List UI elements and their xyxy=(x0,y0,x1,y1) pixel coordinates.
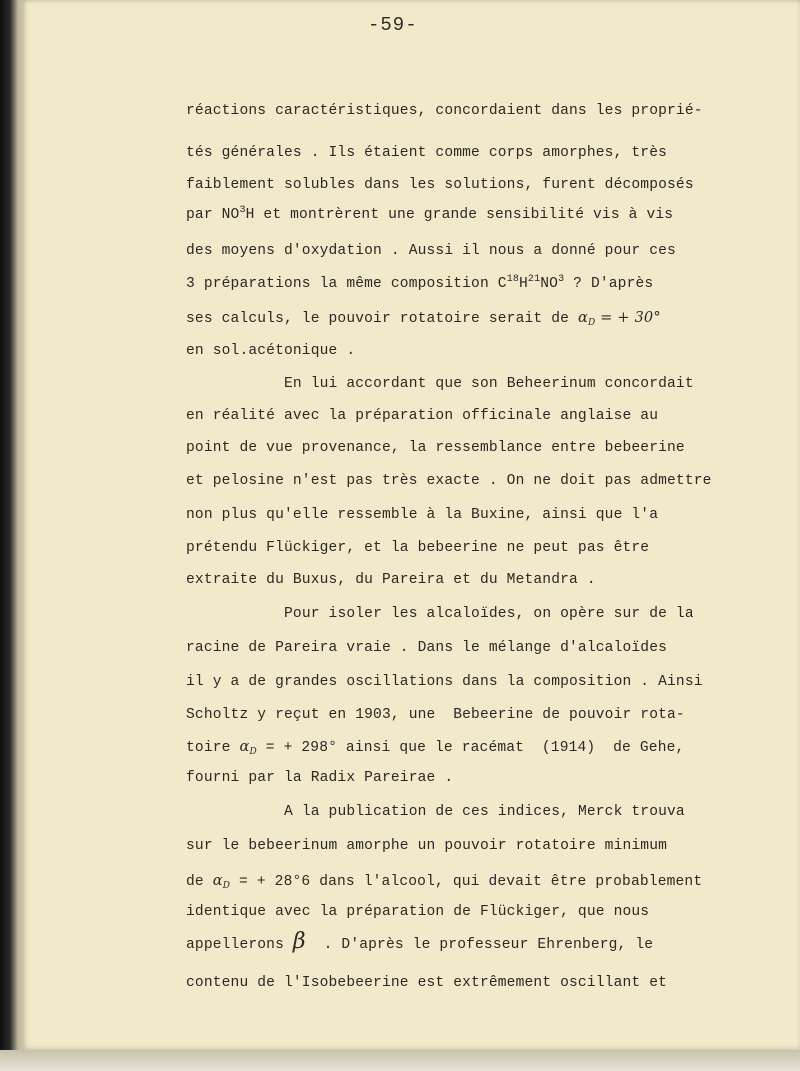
scan-bottom-margin xyxy=(0,1050,800,1071)
text-fragment: H xyxy=(519,276,528,292)
text-line xyxy=(186,276,653,292)
text-fragment: ? D'après xyxy=(564,276,654,292)
page-number: -59- xyxy=(368,14,418,36)
text-fragment: 3 préparations la même composition C xyxy=(186,276,507,292)
text-fragment: NO xyxy=(540,276,559,292)
handwritten-alpha: α xyxy=(239,738,250,755)
superscript: 21 xyxy=(527,274,541,285)
text-line xyxy=(186,309,661,328)
handwritten-subscript: D xyxy=(249,747,257,757)
text-line: sur le bebeerinum amorphe un pouvoir rotatoire minimum xyxy=(186,838,668,854)
text-fragment: = + 298° ainsi que le racémat (1914) de Gehe, xyxy=(256,740,685,756)
text-line xyxy=(186,207,673,223)
text-line: Pour isoler les alcaloïdes, on opère sur de la xyxy=(284,606,694,622)
handwritten-alpha: α xyxy=(212,872,223,889)
text-line: et pelosine n'est pas très exacte . On ne doit pas admettre xyxy=(186,473,712,489)
handwritten-value: = + 30° xyxy=(595,309,661,326)
text-line: tés générales . Ils étaient comme corps amorphes, très xyxy=(186,145,668,161)
text-line: réactions caractéristiques, concordaient dans les proprié- xyxy=(186,103,703,119)
handwritten-subscript: D xyxy=(222,881,231,891)
adjacent-page-edge xyxy=(0,0,24,1071)
text-line: Scholtz y reçut en 1903, une Bebeerine de pouvoir rota- xyxy=(186,707,685,723)
text-line: En lui accordant que son Beheerinum concordait xyxy=(284,376,694,392)
text-line: des moyens d'oxydation . Aussi il nous a donné pour ces xyxy=(186,243,676,259)
text-line xyxy=(186,872,702,891)
text-fragment: par NO xyxy=(186,207,240,223)
text-fragment: appellerons xyxy=(186,937,293,953)
handwritten-beta: β xyxy=(292,929,306,954)
superscript: 18 xyxy=(506,274,519,285)
text-fragment: . D'après le professeur Ehrenberg, le xyxy=(305,937,654,953)
text-line: en réalité avec la préparation officinale anglaise au xyxy=(186,408,659,424)
text-line: contenu de l'Isobebeerine est extrêmement oscillant et xyxy=(186,975,668,991)
text-line: en sol.acétonique . xyxy=(186,343,356,359)
text-line xyxy=(186,929,654,954)
handwritten-alpha: α xyxy=(577,309,588,326)
text-line: faiblement solubles dans les solutions, furent décomposés xyxy=(186,177,694,193)
text-line: extraite du Buxus, du Pareira et du Metandra . xyxy=(186,572,596,588)
text-line xyxy=(186,738,684,757)
text-line: fourni par la Radix Pareirae . xyxy=(186,770,454,786)
text-line: A la publication de ces indices, Merck trouva xyxy=(284,804,685,820)
superscript: 3 xyxy=(558,274,565,285)
text-line: prétendu Flückiger, et la bebeerine ne peut pas être xyxy=(186,540,650,556)
text-line: identique avec la préparation de Flückiger, que nous xyxy=(186,904,650,920)
text-line: non plus qu'elle ressemble à la Buxine, ainsi que l'a xyxy=(186,507,659,523)
text-fragment: H et montrèrent une grande sensibilité vis à vis xyxy=(245,207,674,223)
text-line: il y a de grandes oscillations dans la composition . Ainsi xyxy=(186,674,703,690)
text-fragment: ses calculs, le pouvoir rotatoire serait de xyxy=(186,311,578,327)
text-line: racine de Pareira vraie . Dans le mélange d'alcaloïdes xyxy=(186,640,668,656)
superscript: 3 xyxy=(239,205,246,216)
handwritten-subscript: D xyxy=(587,318,596,328)
text-fragment: = + 28°6 dans l'alcool, qui devait être probablement xyxy=(230,874,703,890)
text-line: point de vue provenance, la ressemblance entre bebeerine xyxy=(186,440,685,456)
text-fragment: toire xyxy=(186,740,240,756)
text-fragment: de xyxy=(186,874,213,890)
